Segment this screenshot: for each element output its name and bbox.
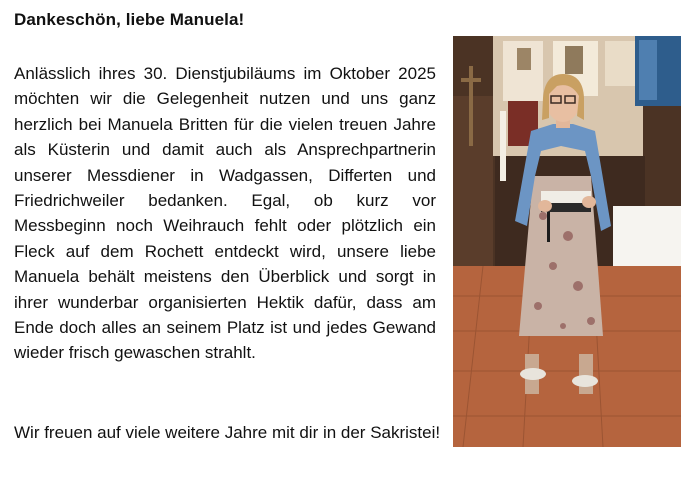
page-title: Dankeschön, liebe Manuela! [14,10,245,29]
photo-illustration [453,36,681,447]
photo-manuela [453,36,681,447]
body-paragraph: Anlässlich ihres 30. Dienstjubiläums im Oktober 2025 möchten wir die Gelegenheit nutzen und uns ganz herzlich bei Manuela Britten für die vielen treuen Jahre als Küsterin und damit auch als Ansprechpartnerin unserer Messdiener in Wadgassen, Differten und Friedrichweiler bedanken. Egal, ob kurz vor Messbeginn noch Weihrauch fehlt oder plötzlich ein Fleck auf dem Rochett entdeckt wird, unsere liebe Manuela behält meistens den Überblick und sorgt in ihrer wunderbar organisierten Hektik dafür, dass am Ende doch alles an seinem Platz ist und jedes Gewand wieder frisch gewaschen strahlt. [14,64,436,363]
closing-paragraph: Wir freuen auf viele weitere Jahre mit dir in der Sakristei! [14,423,441,442]
